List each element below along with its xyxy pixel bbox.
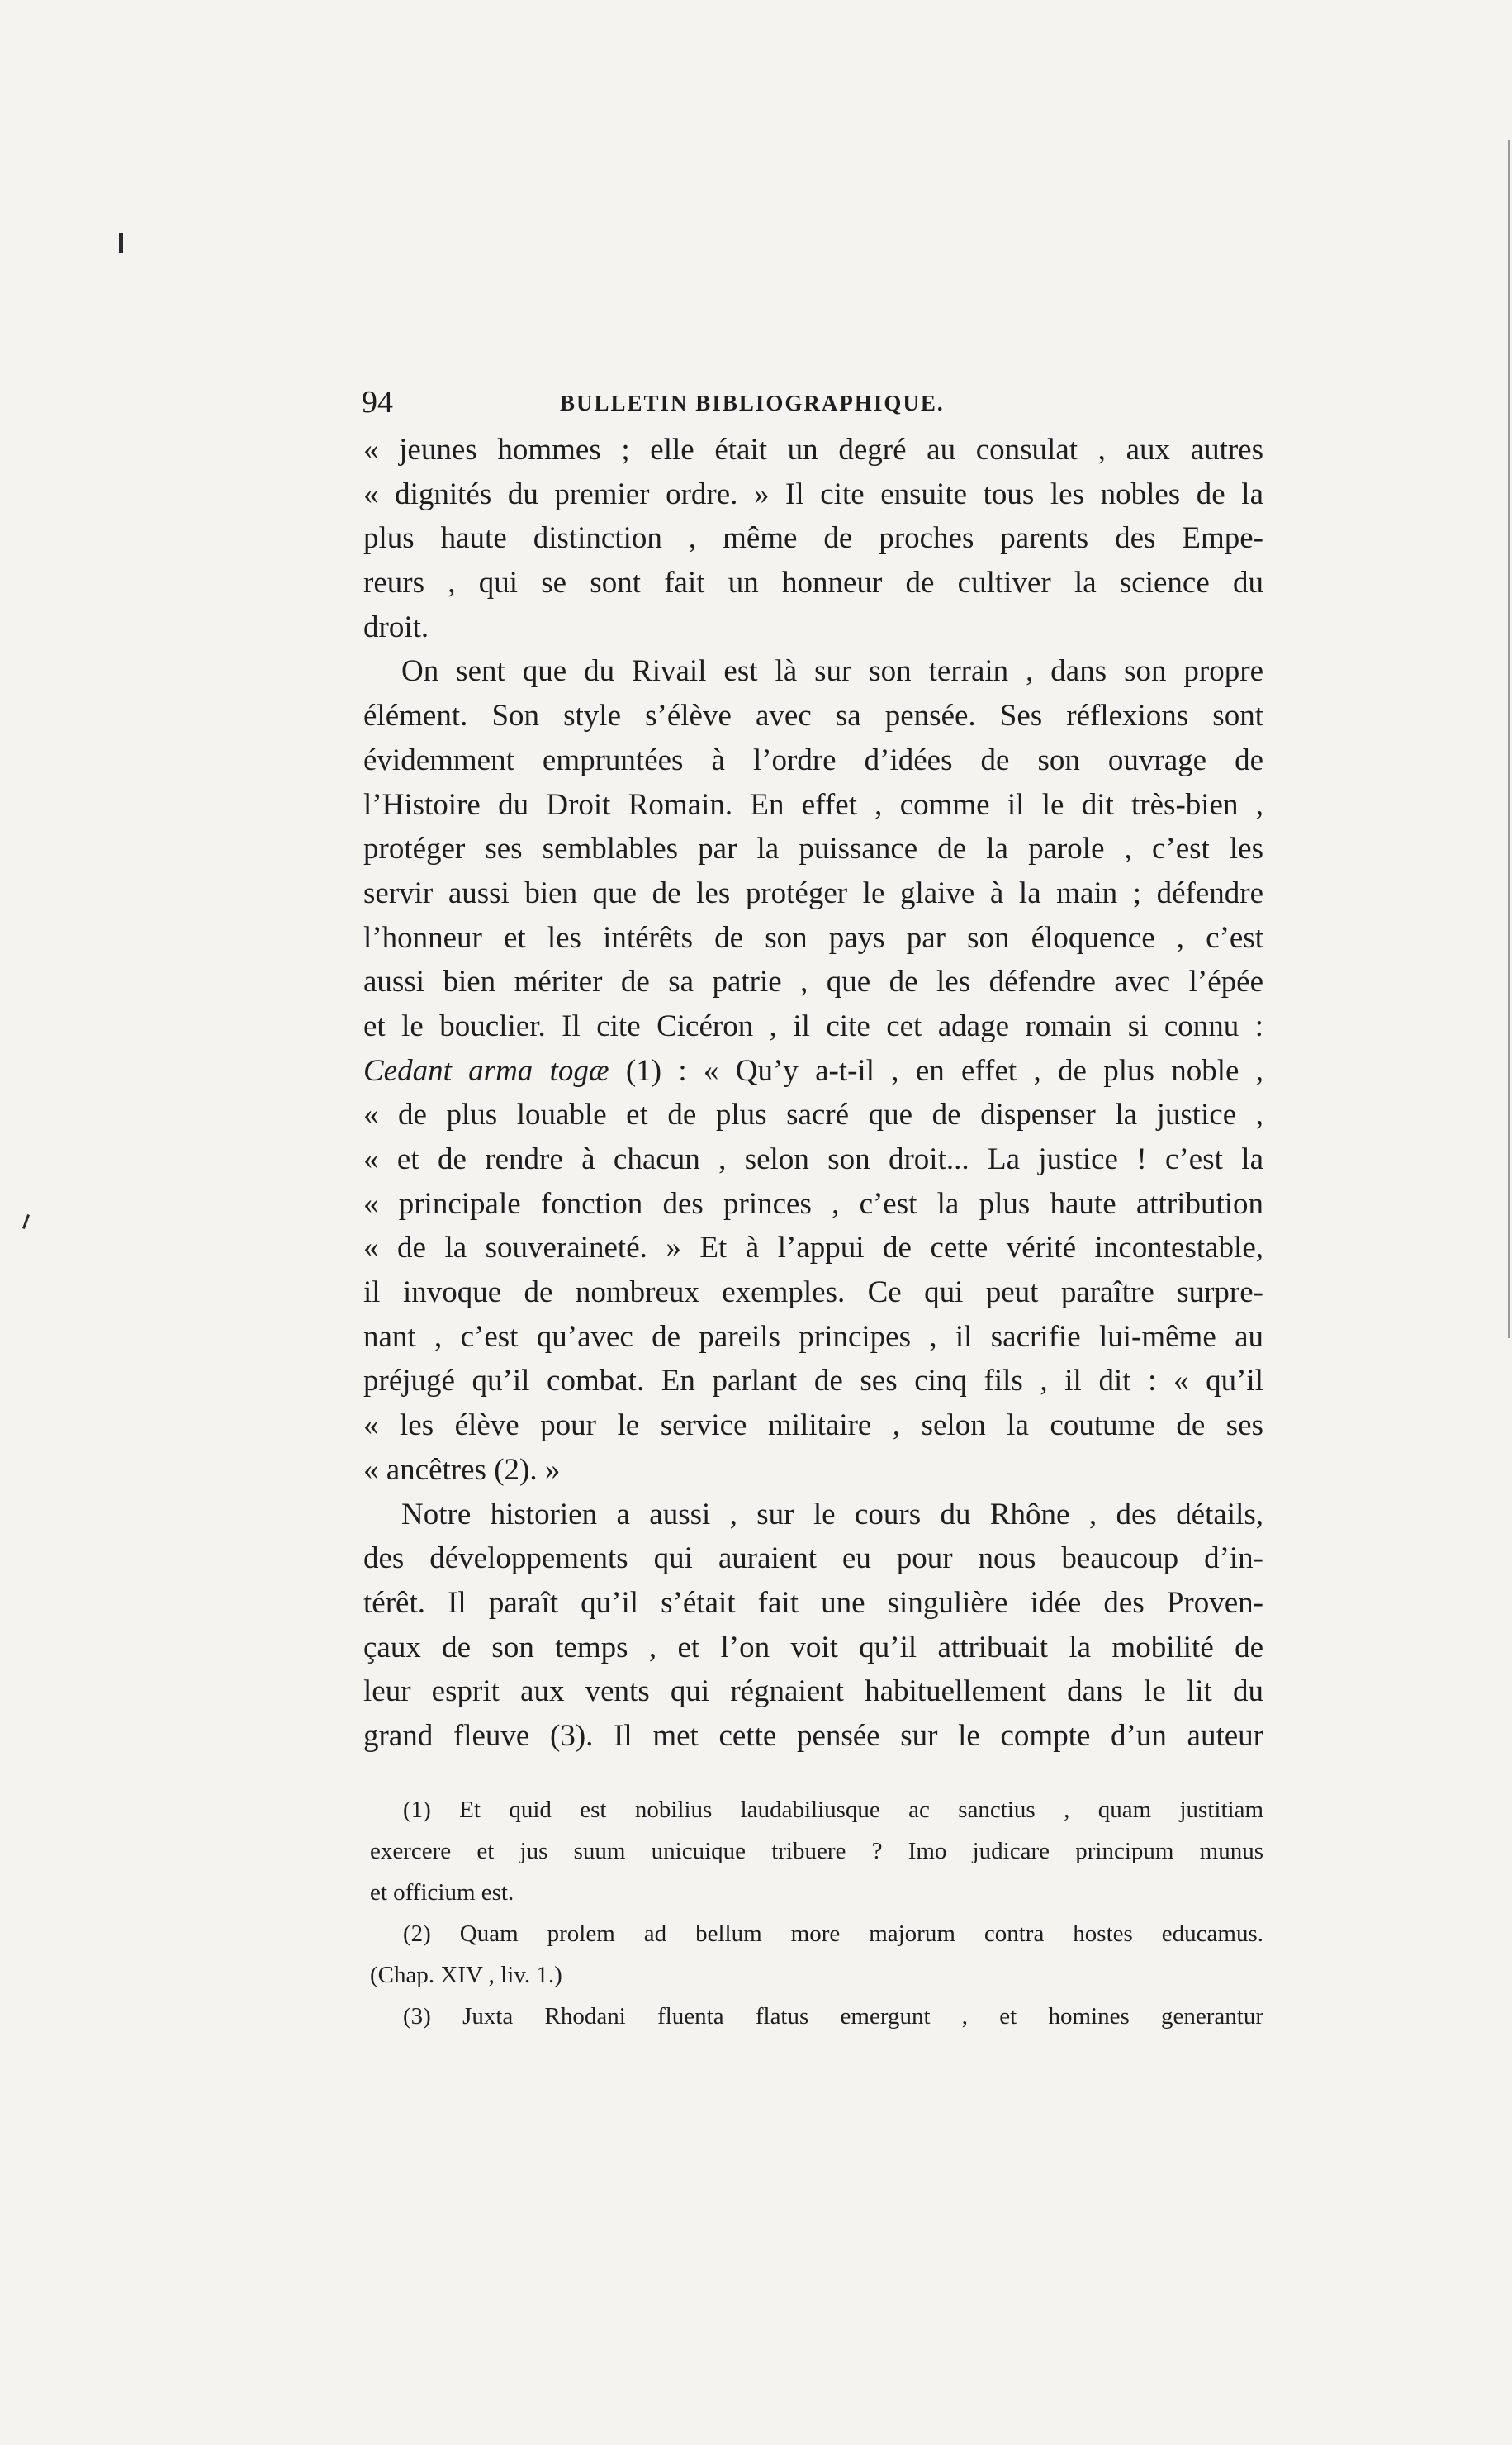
body-line: « et de rendre à chacun , selon son droit... La justice ! c’est la [363, 1142, 1263, 1176]
body-line: leur esprit aux vents qui régnaient habituellement dans le lit du [363, 1674, 1263, 1709]
footnote-line: (3) Juxta Rhodani fluenta flatus emergunt , et homines generantur [403, 2003, 1263, 2030]
body-line-rest: (1) : « Qu’y a-t-il , en effet , de plus noble , [609, 1053, 1263, 1088]
page-edge-line-lower [1508, 1057, 1510, 1107]
body-line: préjugé qu’il combat. En parlant de ses cinq fils , il dit : « qu’il [363, 1364, 1263, 1398]
body-line: « dignités du premier ordre. » Il cite ensuite tous les nobles de la [363, 477, 1263, 511]
latin-quote: Cedant arma togæ [363, 1053, 609, 1088]
body-line: protéger ses semblables par la puissance de la parole , c’est les [363, 832, 1263, 866]
body-line: « ancêtres (2). » [363, 1452, 561, 1487]
footnote-line: et officium est. [370, 1879, 514, 1906]
page-header [362, 382, 1263, 423]
body-line: çaux de son temps , et l’on voit qu’il attribuait la mobilité de [363, 1630, 1263, 1664]
body-line: aussi bien mériter de sa patrie , que de les défendre avec l’épée [363, 965, 1263, 999]
body-line: « principale fonction des princes , c’est la plus haute attribution [363, 1186, 1263, 1221]
body-line: et le bouclier. Il cite Cicéron , il cite cet adage romain si connu : [363, 1009, 1263, 1043]
body-line: « jeunes hommes ; elle était un degré au consulat , aux autres [363, 433, 1263, 467]
body-line: des développements qui auraient eu pour nous beaucoup d’in- [363, 1541, 1263, 1576]
footnote-line: exercere et jus suum unicuique tribuere ? Imo judicare principum munus [370, 1838, 1263, 1864]
footnote-line: (2) Quam prolem ad bellum more majorum contra hostes educamus. [403, 1920, 1263, 1947]
footnote-line: (Chap. XIV , liv. 1.) [370, 1962, 562, 1988]
page-edge-line [1508, 140, 1510, 1338]
body-line: l’Histoire du Droit Romain. En effet , comme il le dit très-bien , [363, 787, 1263, 822]
body-line: grand fleuve (3). Il met cette pensée sur le compte d’un auteur [363, 1718, 1263, 1753]
body-line: Notre historien a aussi , sur le cours du Rhône , des détails, [401, 1497, 1263, 1531]
body-line: l’honneur et les intérêts de son pays par son éloquence , c’est [363, 920, 1263, 955]
body-line: « de la souveraineté. » Et à l’appui de cette vérité incontestable, [363, 1231, 1263, 1265]
body-line: droit. [363, 610, 429, 644]
footnote-line: (1) Et quid est nobilius laudabiliusque ac sanctius , quam justitiam [403, 1797, 1263, 1823]
body-line: il invoque de nombreux exemples. Ce qui peut paraître surpre- [363, 1275, 1263, 1310]
body-line: térêt. Il paraît qu’il s’était fait une singulière idée des Proven- [363, 1585, 1263, 1620]
footnotes [370, 1789, 1263, 2037]
body-line-with-italic [363, 1049, 1263, 1094]
body-line: « les élève pour le service militaire , selon la coutume de ses [363, 1408, 1263, 1443]
running-title: BULLETIN BIBLIOGRAPHIQUE. [560, 391, 945, 415]
body-text [363, 428, 1263, 1759]
body-line: élément. Son style s’élève avec sa pensée. Ses réflexions sont [363, 699, 1263, 734]
page-number: 94 [362, 385, 393, 420]
body-line: On sent que du Rivail est là sur son terrain , dans son propre [401, 654, 1263, 689]
body-line: évidemment empruntées à l’ordre d’idées de son ouvrage de [363, 743, 1263, 777]
body-line: nant , c’est qu’avec de pareils principes , il sacrifie lui-même au [363, 1319, 1263, 1354]
body-line: servir aussi bien que de les protéger le glaive à la main ; défendre [363, 876, 1263, 910]
scan-mark-left-middle [22, 1214, 30, 1229]
body-line: plus haute distinction , même de proches parents des Empe- [363, 521, 1263, 556]
body-line: reurs , qui se sont fait un honneur de cultiver la science du [363, 566, 1263, 601]
scan-mark-top-left [119, 233, 123, 253]
body-line: « de plus louable et de plus sacré que de dispenser la justice , [363, 1098, 1263, 1132]
